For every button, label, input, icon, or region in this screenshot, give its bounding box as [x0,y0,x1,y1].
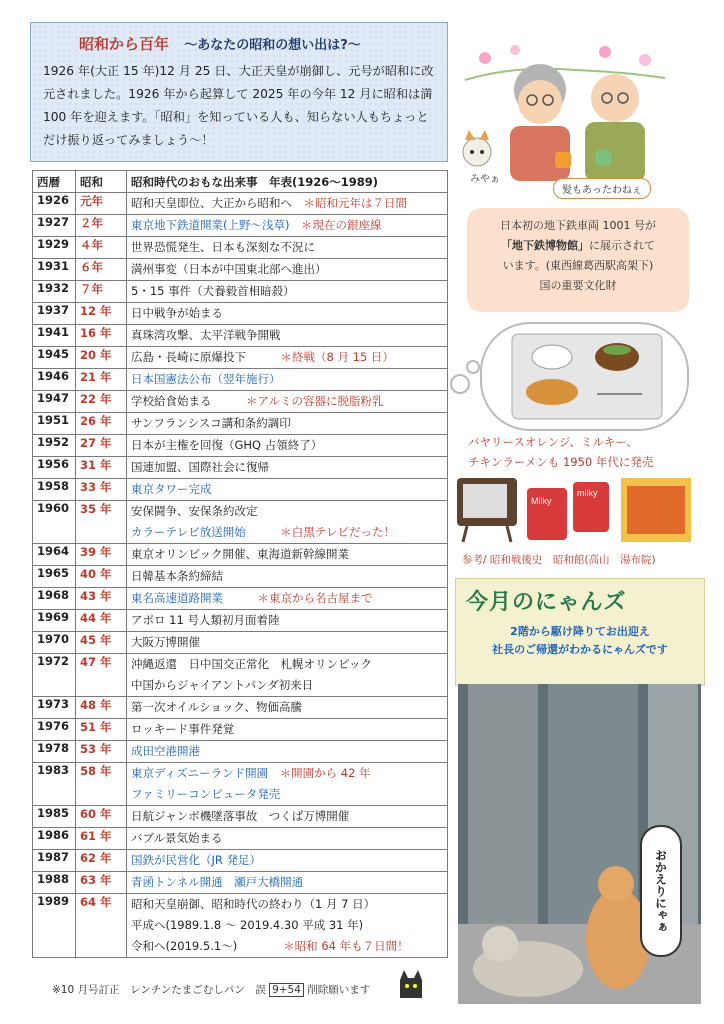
timeline-event-line [131,215,443,236]
timeline-showa-year: 61 年 [76,828,127,850]
timeline-row [33,697,448,719]
cat-section-sub2: 社長のご帰還がわかるにゃんズです [492,643,668,656]
timeline-event [127,544,448,566]
timeline-event-text: 5・15 事件（犬養毅首相暗殺） [131,284,295,298]
timeline-event [127,325,448,347]
timeline-event-text: ＊アルミの容器に脱脂粉乳 [246,394,384,408]
timeline-event-text: ＊終戦（8 月 15 日） [280,350,394,364]
timeline-event-text: 広島・長崎に原爆投下 [131,350,281,364]
timeline-event-line [131,741,443,762]
timeline-row [33,894,448,958]
timeline-year: 1987 [33,850,76,872]
tv-icon [457,478,517,542]
timeline-event-text: 昭和天皇崩御、昭和時代の終わり（1 月 7 日） [131,897,376,911]
timeline-event-text: 日中戦争が始まる [131,306,223,320]
timeline-showa-year: 43 年 [76,588,127,610]
timeline-event-line [131,479,443,500]
timeline-event-text: 昭和天皇即位、大正から昭和へ [131,196,304,210]
timeline-event-line [131,347,443,368]
timeline-showa-year: 60 年 [76,806,127,828]
footnote-post: 削除願います [307,984,371,996]
timeline-event-text: ファミリーコンピュータ発売 [131,787,281,801]
timeline-showa-year: 64 年 [76,894,127,958]
timeline-event-text: ＊昭和元年は７日間 [303,196,407,210]
timeline-event [127,303,448,325]
timeline-event-line [131,675,443,696]
timeline-event-line [131,719,443,740]
header-events: 昭和時代のおもな出来事 年表(1926～1989) [127,171,448,193]
cloud-dot [466,360,480,374]
timeline-row [33,719,448,741]
timeline-row [33,435,448,457]
timeline-row [33,588,448,610]
chicken-ramen-icon [621,478,691,542]
timeline-showa-year: 58 年 [76,763,127,806]
timeline-event-line [131,697,443,718]
timeline-showa-year: 20 年 [76,347,127,369]
cat-section-title: 今月のにゃんズ [466,590,627,615]
timeline-event-text: カラーテレビ放送開始 [131,525,281,539]
timeline-event-text: 第一次オイルショック、物価高騰 [131,700,302,714]
timeline-row [33,237,448,259]
timeline-table [32,170,448,958]
timeline-event-text: 令和へ(2019.5.1～) [131,939,284,953]
timeline-row [33,632,448,654]
timeline-year: 1929 [33,237,76,259]
timeline-event [127,457,448,479]
timeline-event-line [131,654,443,675]
timeline-showa-year: 48 年 [76,697,127,719]
timeline-year: 1986 [33,828,76,850]
timeline-event [127,654,448,697]
timeline-event [127,391,448,413]
timeline-row [33,215,448,237]
timeline-event-text: ＊開園から 42 年 [279,766,371,780]
timeline-event-text: ＊昭和 64 年も７日間！ [283,939,409,953]
timeline-showa-year: ６年 [76,259,127,281]
timeline-event-text: 東京ディズニーランド開園 [131,766,280,780]
timeline-row [33,369,448,391]
timeline-event-line [131,588,443,609]
timeline-event-text: 日本が主権を回復（GHQ 占領終了） [131,438,323,452]
timeline-year: 1973 [33,697,76,719]
timeline-event [127,435,448,457]
footnote-boxed: 9+54 [269,983,304,997]
timeline-event [127,697,448,719]
timeline-body [33,193,448,958]
subway-museum-name: 「地下鉄博物館」 [501,239,589,252]
timeline-event-line [131,237,443,258]
timeline-showa-year: 12 年 [76,303,127,325]
welcome-home-bubble: おかえりにゃぁ [640,825,682,957]
timeline-showa-year: 53 年 [76,741,127,763]
timeline-event-line [131,435,443,456]
timeline-showa-year: 26 年 [76,413,127,435]
timeline-event-line [131,391,443,412]
timeline-year: 1932 [33,281,76,303]
timeline-event-line [131,566,443,587]
timeline-event [127,741,448,763]
reference-text: 参考/ 昭和戦後史 昭和館(高山 湯布院) [462,554,656,566]
timeline-row [33,806,448,828]
timeline-event [127,610,448,632]
cat-section-header [455,578,705,686]
timeline-event-line [131,501,443,522]
timeline-year: 1926 [33,193,76,215]
timeline-row [33,457,448,479]
timeline-event-line [131,936,443,957]
timeline-event-line [131,457,443,478]
timeline-year: 1970 [33,632,76,654]
timeline-row [33,566,448,588]
timeline-event [127,632,448,654]
timeline-year: 1927 [33,215,76,237]
timeline-event-line [131,259,443,280]
timeline-year: 1960 [33,501,76,544]
timeline-event-line [131,281,443,302]
snacks-line2: チキンラーメンも 1950 年代に発売 [468,455,654,469]
timeline-event-text: 国連加盟、国際社会に復帰 [131,460,269,474]
timeline-year: 1972 [33,654,76,697]
timeline-event-text: 日航ジャンボ機墜落事故 つくば万博開催 [131,809,350,823]
timeline-row [33,281,448,303]
timeline-row [33,193,448,215]
intro-title-text: 昭和から百年 [79,35,170,53]
intro-box [30,22,448,162]
timeline-event-text: サンフランシスコ講和条約調印 [131,416,291,430]
timeline-year: 1985 [33,806,76,828]
timeline-event [127,281,448,303]
timeline-event [127,719,448,741]
timeline-row [33,391,448,413]
timeline-year: 1931 [33,259,76,281]
timeline-event-line [131,193,443,214]
timeline-event-line [131,522,443,543]
footnote-pre: ※10 月号訂正 レンチンたまごむしパン 誤 [52,984,266,996]
timeline-year: 1941 [33,325,76,347]
timeline-showa-year: 45 年 [76,632,127,654]
timeline-showa-year: 62 年 [76,850,127,872]
timeline-year: 1951 [33,413,76,435]
timeline-showa-year: 31 年 [76,457,127,479]
timeline-row [33,259,448,281]
timeline-event [127,413,448,435]
timeline-event-text: 世界恐慌発生、日本も深刻な不況に [131,240,315,254]
timeline-event-text: ロッキード事件発覚 [131,722,235,736]
cat-icon [463,130,491,166]
timeline-event-text: アポロ 11 号人類初月面着陸 [131,613,280,627]
timeline-event-text: 中国からジャイアントパンダ初来日 [131,678,314,692]
timeline-row [33,828,448,850]
timeline-event-text: 東京タワー完成 [131,482,212,496]
cat-name-caption: みやぁ [470,174,500,185]
snacks-text [468,432,698,472]
timeline-event-line [131,806,443,827]
footnote [52,982,370,997]
subway-note-line4: 国の重要文化財 [539,279,617,292]
timeline-event [127,894,448,958]
timeline-year: 1958 [33,479,76,501]
timeline-year: 1945 [33,347,76,369]
timeline-year: 1978 [33,741,76,763]
timeline-event-text: バブル景気始まる [131,831,223,845]
timeline-event-line [131,784,443,805]
timeline-row [33,325,448,347]
timeline-showa-year: 51 年 [76,719,127,741]
timeline-showa-year: ７年 [76,281,127,303]
subway-note [467,208,689,312]
milky-label-1: Milky [531,496,552,506]
timeline-event-text: 安保闘争、安保条約改定 [131,504,258,518]
table-header-row [33,171,448,193]
subway-note-line2-rest: に展示されて [589,239,655,252]
speech-caption: 髪もあったわねぇ [553,178,651,199]
timeline-showa-year: 元年 [76,193,127,215]
timeline-event [127,193,448,215]
timeline-year: 1976 [33,719,76,741]
timeline-event-text: ＊現在の銀座線 [300,218,382,232]
school-lunch-tray-icon [482,324,687,429]
subway-note-line1: 日本初の地下鉄車両 1001 号が [500,219,656,232]
timeline-event [127,347,448,369]
timeline-showa-year: 33 年 [76,479,127,501]
timeline-event-line [131,850,443,871]
timeline-showa-year: 39 年 [76,544,127,566]
timeline-event-line [131,915,443,936]
flower-icon [465,45,665,80]
timeline-showa-year: 22 年 [76,391,127,413]
timeline-event [127,369,448,391]
timeline-event-text: 日本国憲法公布（翌年施行） [131,372,281,386]
timeline-year: 1983 [33,763,76,806]
timeline-year: 1956 [33,457,76,479]
intro-subtitle: ～あなたの昭和の想い出は?～ [184,38,361,53]
timeline-event-text: 青函トンネル開通 瀬戸大橋開通 [131,875,304,889]
timeline-event [127,501,448,544]
subway-note-line2 [467,236,689,256]
timeline-year: 1964 [33,544,76,566]
timeline-showa-year: 16 年 [76,325,127,347]
timeline-row [33,479,448,501]
timeline-event-line [131,413,443,434]
header-year: 西暦 [33,171,76,193]
timeline-event-line [131,369,443,390]
black-cat-icon [396,968,426,1002]
timeline-showa-year: 47 年 [76,654,127,697]
milky-label-2: milky [577,488,598,498]
snacks-line1: バヤリースオレンジ、ミルキー、 [468,435,638,449]
timeline-row [33,303,448,325]
timeline-event [127,479,448,501]
intro-body: 1926 年(大正 15 年)12 月 25 日、大正天皇が崩御し、元号が昭和に改元されました。1926 年から起算して 2025 年の今年 12 月に昭和は満 100 年を迎えます。「昭和」を知っている人も、知らない人もちょっとだけ振り返ってみましょう～！ [43,64,434,147]
timeline-event-text: 国鉄が民営化（JR 発足） [131,853,262,867]
timeline-event-line [131,763,443,784]
timeline-row [33,544,448,566]
cat-section-sub1: 2階から駆け降りてお出迎え [510,625,650,638]
timeline-event [127,215,448,237]
timeline-row [33,413,448,435]
timeline-event [127,237,448,259]
timeline-event [127,566,448,588]
timeline-event-text: 大阪万博開催 [131,635,200,649]
timeline-showa-year: 44 年 [76,610,127,632]
intro-title [79,33,437,54]
timeline-event-line [131,872,443,893]
timeline-event [127,850,448,872]
timeline-row [33,763,448,806]
timeline-year: 1947 [33,391,76,413]
timeline-year: 1952 [33,435,76,457]
timeline-showa-year: 21 年 [76,369,127,391]
timeline-year: 1988 [33,872,76,894]
timeline-event-text: 学校給食始まる [131,394,246,408]
timeline-event-line [131,610,443,631]
timeline-event [127,588,448,610]
timeline-year: 1946 [33,369,76,391]
timeline-event [127,828,448,850]
timeline-event-line [131,303,443,324]
timeline-showa-year: 27 年 [76,435,127,457]
timeline-year: 1989 [33,894,76,958]
milky-candy-icon [527,482,609,540]
timeline-event-line [131,325,443,346]
timeline-event-text: 満州事変（日本が中国東北部へ進出） [131,262,327,276]
timeline-event-text: 東京地下鉄道開業(上野～浅草) [131,218,301,232]
timeline-row [33,610,448,632]
timeline-event [127,806,448,828]
timeline-row [33,347,448,369]
timeline-event-text: 東京オリンピック開催、東海道新幹線開業 [131,547,350,561]
timeline-showa-year: 63 年 [76,872,127,894]
subway-note-line3: います。(東西線葛西駅高架下) [502,259,654,272]
timeline-event-text: 沖縄返還 日中国交正常化 札幌オリンピック [131,657,373,671]
timeline-showa-year: ２年 [76,215,127,237]
timeline-event-line [131,828,443,849]
timeline-showa-year: 35 年 [76,501,127,544]
timeline-showa-year: 40 年 [76,566,127,588]
timeline-event [127,872,448,894]
timeline-year: 1969 [33,610,76,632]
timeline-event-text: 日韓基本条約締結 [131,569,223,583]
timeline-event-text: ＊東京から名古屋まで [257,591,373,605]
header-showa: 昭和 [76,171,127,193]
timeline-row [33,872,448,894]
showa-products-illustration [455,474,695,548]
timeline-row [33,741,448,763]
timeline-event-line [131,544,443,565]
timeline-year: 1968 [33,588,76,610]
timeline-event-text: 成田空港開港 [131,744,200,758]
cloud-dot [450,374,470,394]
timeline-event-text: 東名高速道路開業 [131,591,258,605]
timeline-event-text: 真珠湾攻撃、太平洋戦争開戦 [131,328,281,342]
timeline-event-text: 平成へ(1989.1.8 ～ 2019.4.30 平成 31 年) [131,918,364,932]
timeline-row [33,501,448,544]
timeline-event-line [131,894,443,915]
timeline-event [127,763,448,806]
timeline-showa-year: ４年 [76,237,127,259]
timeline-event-line [131,632,443,653]
timeline-year: 1965 [33,566,76,588]
timeline-event-text: ＊白黒テレビだった！ [280,525,396,539]
timeline-row [33,850,448,872]
timeline-row [33,654,448,697]
school-lunch-cloud [480,322,689,431]
timeline-year: 1937 [33,303,76,325]
timeline-event [127,259,448,281]
